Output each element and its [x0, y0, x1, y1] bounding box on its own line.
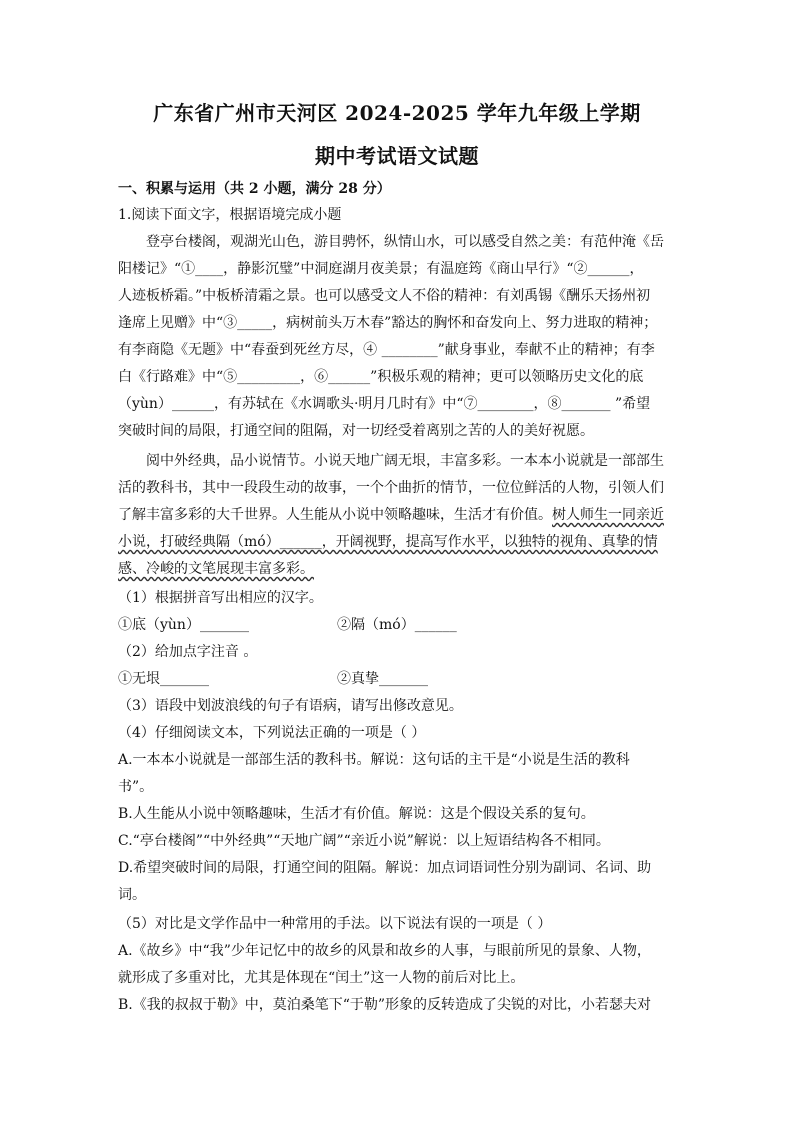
sub-question-1-item-a: ①底（yùn）_______ — [118, 617, 249, 633]
para1-line: 白《行路难》中“⑤_________，⑥______”积极乐观的精神；更可以领略历史文化的底 — [118, 369, 644, 385]
para1-line: （yùn）______，有苏轼在《水调歌头·明月几时有》中“⑦________，⑧_______ ”希望 — [118, 396, 651, 412]
exam-title-line2: 期中考试语文试题 — [315, 144, 479, 168]
sub-question-5-option: 就形成了多重对比，尤其是体现在“闰土”这一人物的前后对比上。 — [118, 970, 525, 986]
wavy-underlined-sentence: 感、冷峻的文笔展现丰富多彩。 — [118, 561, 314, 577]
para1-line: 突破时间的局限，打通空间的阻隔，对一切经受着离别之苦的人的美好祝愿。 — [118, 423, 594, 439]
exam-title-line1: 广东省广州市天河区 2024-2025 学年九年级上学期 — [153, 101, 641, 125]
sub-question-1-item-b: ②隔（mó）______ — [337, 617, 457, 633]
para2-line: 活的教科书，其中一段段生动的故事，一个个曲折的情节，一位位鲜活的人物，引领人们 — [118, 480, 664, 496]
wavy-underlined-sentence: 树人师生一同亲近 — [552, 507, 664, 523]
sub-question-4-option: C.“亭台楼阁”“中外经典”“天地广阔”“亲近小说”解说：以上短语结构各不相同。 — [118, 833, 610, 849]
sub-question-4: （4）仔细阅读文本，下列说法正确的一项是（ ） — [118, 725, 426, 741]
sub-question-5-option: B.《我的叔叔于勒》中，莫泊桑笔下“于勒”形象的反转造成了尖锐的对比，小若瑟夫对 — [118, 997, 652, 1013]
wavy-underlined-sentence: 小说，打破经典隔（mó）______，开阔视野，提高写作水平，以独特的视角、真挚的情 — [118, 534, 658, 550]
question-1-intro: 1.阅读下面文字，根据语境完成小题 — [118, 207, 342, 223]
sub-question-4-option: 词。 — [118, 887, 146, 903]
sub-question-2: （2）给加点字注音 。 — [118, 644, 258, 660]
sub-question-5: （5）对比是文学作品中一种常用的手法。以下说法有误的一项是（ ） — [118, 916, 552, 932]
para2-text: 了解丰富多彩的大千世界。人生能从小说中领略趣味，生活才有价值。 — [118, 507, 552, 523]
sub-question-4-option: D.希望突破时间的局限，打通空间的阻隔。解说：加点词语词性分别为副词、名词、助 — [118, 860, 652, 876]
para1-line: 人迹板桥霜。”中板桥清霜之景。也可以感受文人不俗的精神：有刘禹锡《酬乐天扬州初 — [118, 288, 651, 304]
para1-line: 逢席上见赠》中“③_____，病树前头万木春”豁达的胸怀和奋发向上、努力进取的精神； — [118, 315, 658, 331]
sub-question-4-option: A.一本本小说就是一部部生活的教科书。解说：这句话的主干是“小说是生活的教科 — [118, 752, 630, 768]
sub-question-4-option: 书”。 — [118, 779, 154, 795]
para1-line: 登亭台楼阁，观湖光山色，游目骋怀，纵情山水，可以感受自然之美：有范仲淹《岳 — [146, 234, 664, 250]
sub-question-4-option: B.人生能从小说中领略趣味，生活才有价值。解说：这是个假设关系的复句。 — [118, 806, 595, 822]
sub-question-2-item-b: ②真挚_______ — [337, 671, 428, 687]
sub-question-1: （1）根据拼音写出相应的汉字。 — [118, 590, 323, 606]
para1-line: 有李商隐《无题》中“春蚕到死丝方尽，④ ________”献身事业，奉献不止的精神；有李 — [118, 342, 655, 358]
sub-question-2-item-a: ①无垠_______ — [118, 671, 209, 687]
para2-line: 阅中外经典，品小说情节。小说天地广阔无垠，丰富多彩。一本本小说就是一部部生 — [146, 453, 664, 469]
para2-line — [118, 505, 664, 525]
sub-question-5-option: A.《故乡》中“我”少年记忆中的故乡的风景和故乡的人事，与眼前所见的景象、人物， — [118, 943, 651, 959]
sub-question-1-row — [118, 615, 249, 635]
sub-question-3: （3）语段中划波浪线的句子有语病，请写出修改意见。 — [118, 698, 463, 714]
para1-line: 阳楼记》“①____，静影沉璧”中洞庭湖月夜美景；有温庭筠《商山早行》“②______， — [118, 261, 644, 277]
section-heading: 一、积累与运用（共 2 小题，满分 28 分） — [118, 181, 391, 197]
